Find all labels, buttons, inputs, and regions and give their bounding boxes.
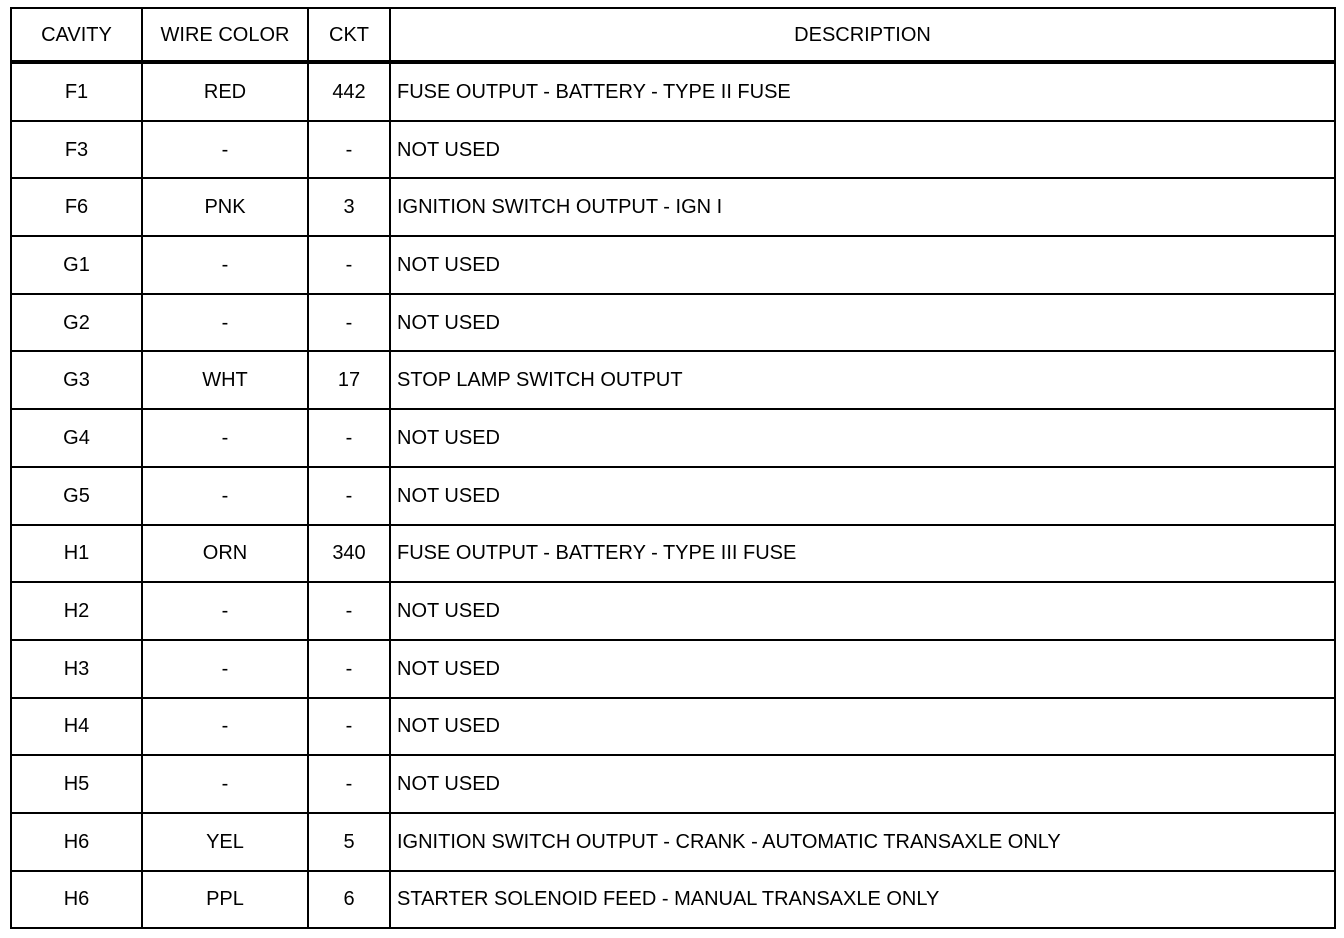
table-row xyxy=(11,525,1335,583)
cell-wire-color: - xyxy=(142,409,308,467)
cell-ckt: 3 xyxy=(308,178,390,236)
cell-cavity: H5 xyxy=(11,755,142,813)
cell-wire-color: - xyxy=(142,121,308,179)
table-row xyxy=(11,871,1335,929)
cell-description: NOT USED xyxy=(390,582,1335,640)
header-cavity: CAVITY xyxy=(11,8,142,62)
header-wire-color: WIRE COLOR xyxy=(142,8,308,62)
cell-wire-color: - xyxy=(142,640,308,698)
cell-description: STOP LAMP SWITCH OUTPUT xyxy=(390,351,1335,409)
cell-description: NOT USED xyxy=(390,409,1335,467)
table-row xyxy=(11,62,1335,121)
cell-cavity: H2 xyxy=(11,582,142,640)
cell-cavity: G1 xyxy=(11,236,142,294)
cell-description: NOT USED xyxy=(390,698,1335,756)
cell-cavity: H6 xyxy=(11,813,142,871)
cell-cavity: F6 xyxy=(11,178,142,236)
cell-description: FUSE OUTPUT - BATTERY - TYPE II FUSE xyxy=(390,62,1335,121)
cell-description: IGNITION SWITCH OUTPUT - CRANK - AUTOMATIC TRANSAXLE ONLY xyxy=(390,813,1335,871)
cell-cavity: H4 xyxy=(11,698,142,756)
cell-wire-color: ORN xyxy=(142,525,308,583)
cell-wire-color: - xyxy=(142,294,308,352)
cell-ckt: - xyxy=(308,467,390,525)
cell-description: NOT USED xyxy=(390,755,1335,813)
header-description: DESCRIPTION xyxy=(390,8,1335,62)
cell-ckt: - xyxy=(308,755,390,813)
cell-description: STARTER SOLENOID FEED - MANUAL TRANSAXLE ONLY xyxy=(390,871,1335,929)
table-row xyxy=(11,236,1335,294)
table-row xyxy=(11,294,1335,352)
cell-ckt: - xyxy=(308,409,390,467)
cell-wire-color: WHT xyxy=(142,351,308,409)
table-row xyxy=(11,351,1335,409)
table-row xyxy=(11,582,1335,640)
table-row xyxy=(11,121,1335,179)
cell-wire-color: - xyxy=(142,467,308,525)
cell-cavity: G3 xyxy=(11,351,142,409)
cell-ckt: - xyxy=(308,640,390,698)
connector-pinout-table xyxy=(10,7,1336,929)
cell-ckt: 340 xyxy=(308,525,390,583)
cell-cavity: G4 xyxy=(11,409,142,467)
cell-wire-color: - xyxy=(142,698,308,756)
cell-cavity: G5 xyxy=(11,467,142,525)
cell-cavity: H6 xyxy=(11,871,142,929)
cell-ckt: 442 xyxy=(308,62,390,121)
cell-ckt: 6 xyxy=(308,871,390,929)
cell-wire-color: - xyxy=(142,236,308,294)
cell-description: NOT USED xyxy=(390,467,1335,525)
cell-wire-color: - xyxy=(142,755,308,813)
cell-description: NOT USED xyxy=(390,294,1335,352)
cell-ckt: - xyxy=(308,121,390,179)
cell-wire-color: PPL xyxy=(142,871,308,929)
cell-wire-color: RED xyxy=(142,62,308,121)
cell-ckt: 17 xyxy=(308,351,390,409)
table-row xyxy=(11,409,1335,467)
cell-description: FUSE OUTPUT - BATTERY - TYPE III FUSE xyxy=(390,525,1335,583)
cell-cavity: G2 xyxy=(11,294,142,352)
cell-description: NOT USED xyxy=(390,121,1335,179)
table-row xyxy=(11,755,1335,813)
cell-cavity: F3 xyxy=(11,121,142,179)
cell-cavity: F1 xyxy=(11,62,142,121)
cell-wire-color: - xyxy=(142,582,308,640)
cell-description: IGNITION SWITCH OUTPUT - IGN I xyxy=(390,178,1335,236)
cell-cavity: H1 xyxy=(11,525,142,583)
cell-ckt: 5 xyxy=(308,813,390,871)
cell-wire-color: PNK xyxy=(142,178,308,236)
cell-ckt: - xyxy=(308,698,390,756)
cell-description: NOT USED xyxy=(390,236,1335,294)
header-ckt: CKT xyxy=(308,8,390,62)
cell-ckt: - xyxy=(308,582,390,640)
cell-ckt: - xyxy=(308,294,390,352)
cell-cavity: H3 xyxy=(11,640,142,698)
table-row xyxy=(11,467,1335,525)
cell-wire-color: YEL xyxy=(142,813,308,871)
table-row xyxy=(11,813,1335,871)
cell-ckt: - xyxy=(308,236,390,294)
table-row xyxy=(11,178,1335,236)
table-row xyxy=(11,698,1335,756)
cell-description: NOT USED xyxy=(390,640,1335,698)
table-row xyxy=(11,640,1335,698)
header-row xyxy=(11,8,1335,62)
